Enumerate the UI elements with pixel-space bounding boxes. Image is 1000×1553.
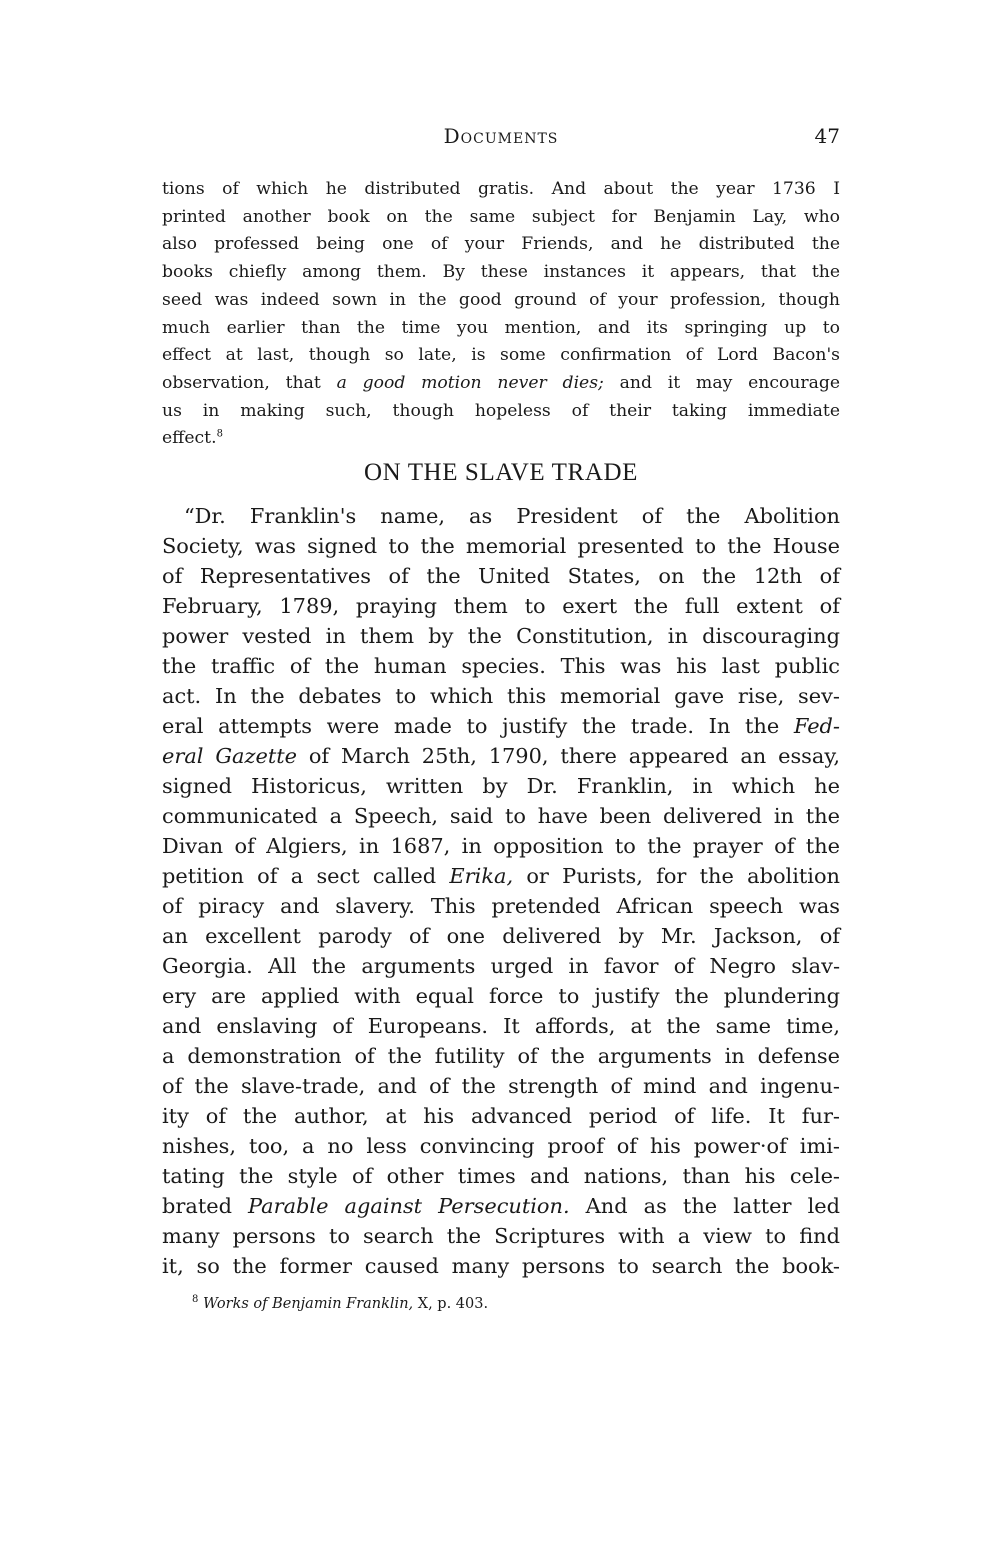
text-line: many persons to search the Scriptures with a view to find: [162, 1224, 840, 1248]
italic-term: Erika,: [449, 864, 514, 888]
text-line: [162, 741, 840, 771]
italic-title: Parable against Persecution.: [248, 1194, 570, 1218]
text-line: [162, 425, 840, 453]
italic-title: Fed-: [793, 714, 840, 738]
text-line: it, so the former caused many persons to search the book-: [162, 1254, 840, 1278]
text-line: signed Historicus, written by Dr. Franklin, in which he: [162, 774, 840, 798]
text-line: effect at last, though so late, is some confirmation of Lord Bacon's: [162, 345, 840, 366]
text-run: And as the latter led: [569, 1194, 840, 1218]
intro-paragraph: [162, 176, 840, 453]
page-number: 47: [814, 124, 840, 148]
running-head: [162, 124, 840, 150]
text-line: tions of which he distributed gratis. And about the year 1736 I: [162, 179, 840, 199]
text-line: the traffic of the human species. This was his last public: [162, 654, 840, 678]
text-line: a demonstration of the futility of the arguments in defense: [162, 1044, 840, 1068]
text-line: [162, 370, 840, 398]
text-run: brated: [162, 1194, 249, 1218]
footnote-reference: 8: [216, 428, 223, 440]
text-line: ery are applied with equal force to justify the plundering: [162, 984, 840, 1008]
text-line: us in making such, though hopeless of their taking immediate: [162, 400, 840, 421]
text-line: seed was indeed sown in the good ground of your profession, though: [162, 289, 840, 310]
footnote: [192, 1296, 488, 1312]
text-run: effect.: [162, 428, 217, 449]
section-heading: ON THE SLAVE TRADE: [363, 459, 638, 486]
text-run: and it may encourage: [603, 372, 841, 393]
text-line: [162, 861, 840, 891]
text-line: printed another book on the same subject for Benjamin Lay, who: [162, 206, 840, 227]
text-line: much earlier than the time you mention, and its springing up to: [162, 317, 840, 338]
text-line: ity of the author, at his advanced period of life. It fur-: [162, 1104, 840, 1128]
footnote-marker: 8: [192, 1294, 199, 1306]
text-run: observation, that: [162, 372, 337, 393]
text-run: eral attempts were made to justify the trade. In the: [162, 714, 794, 738]
text-line: Divan of Algiers, in 1687, in opposition to the prayer of the: [162, 834, 840, 858]
text-line: and enslaving of Europeans. It affords, at the same time,: [162, 1014, 840, 1038]
text-line: [162, 711, 840, 741]
italic-quote: a good motion never dies;: [336, 372, 604, 393]
text-run: or Purists, for the abolition: [513, 864, 840, 888]
text-line: “Dr. Franklin's name, as President of the Abolition: [184, 504, 840, 528]
text-line: of Representatives of the United States, on the 12th of: [162, 564, 840, 588]
text-line: Society, was signed to the memorial presented to the House: [162, 534, 840, 558]
text-line: of the slave-trade, and of the strength of mind and ingenu-: [162, 1074, 840, 1098]
text-line: books chiefly among them. By these instances it appears, that the: [162, 262, 840, 283]
footnote-citation: X, p. 403.: [413, 1296, 489, 1312]
text-line: power vested in them by the Constitution, in discouraging: [162, 624, 840, 648]
text-line: communicated a Speech, said to have been delivered in the: [162, 804, 840, 828]
body-paragraph: [162, 501, 840, 1281]
text-line: February, 1789, praying them to exert the full extent of: [162, 594, 840, 618]
text-line: Georgia. All the arguments urged in favor of Negro slav-: [162, 954, 840, 978]
text-line: act. In the debates to which this memorial gave rise, sev-: [162, 684, 840, 708]
footnote-work-title: Works of Benjamin Franklin,: [202, 1296, 414, 1312]
text-line: tating the style of other times and nations, than his cele-: [162, 1164, 840, 1188]
text-line: an excellent parody of one delivered by Mr. Jackson, of: [162, 924, 840, 948]
running-title: Documents: [443, 124, 559, 148]
text-run: of March 25th, 1790, there appeared an essay,: [297, 744, 841, 768]
text-line: [162, 1191, 840, 1221]
text-run: petition of a sect called: [162, 864, 450, 888]
text-line: also professed being one of your Friends, and he distributed the: [162, 234, 840, 255]
text-line: nishes, too, a no less convincing proof of his power·of imi-: [162, 1134, 840, 1158]
italic-title: eral Gazette: [162, 744, 297, 768]
text-line: of piracy and slavery. This pretended African speech was: [162, 894, 840, 918]
